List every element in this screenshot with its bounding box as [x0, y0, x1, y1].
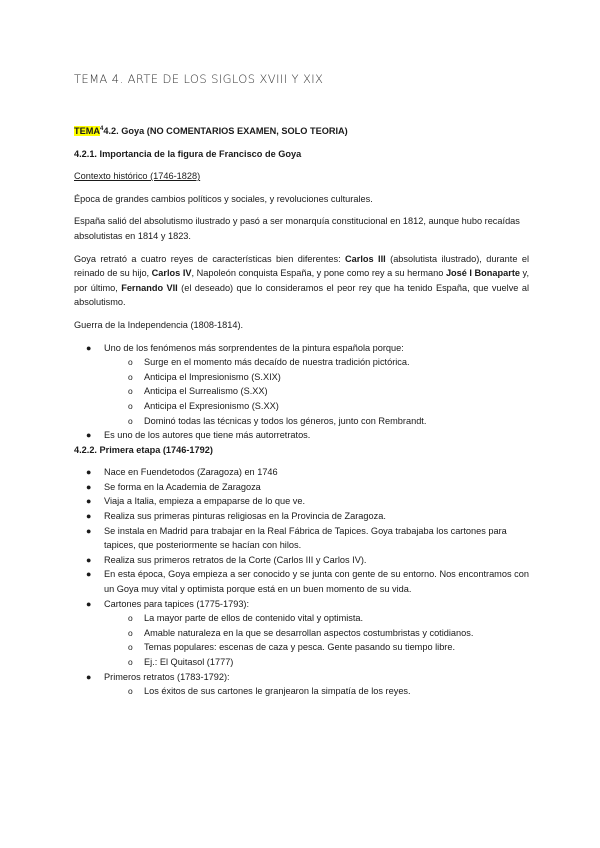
- document-body: [74, 124, 529, 699]
- list-item-text: Primeros retratos (1783-1792):: [104, 671, 230, 682]
- list-item: [74, 597, 529, 670]
- bullet-circle-icon: o: [128, 386, 133, 397]
- bullet-disc-icon: ●: [86, 430, 92, 441]
- list-item-text: Uno de los fenómenos más sorprendentes de la pintura española porque:: [104, 342, 404, 353]
- list-fenomenos: [74, 341, 529, 443]
- list-item: [74, 494, 529, 509]
- bullet-disc-icon: ●: [86, 671, 92, 682]
- list-item: [74, 384, 529, 399]
- list-item: [74, 524, 529, 553]
- page-header-title: TEMA 4. ARTE DE LOS SIGLOS XVIII Y XIX: [74, 72, 324, 86]
- list-item: [74, 509, 529, 524]
- list-primera-etapa: [74, 465, 529, 699]
- list-item: [74, 684, 529, 699]
- highlighted-tema: TEMA: [74, 126, 101, 136]
- subsection-heading-importancia: 4.2.1. Importancia de la figura de Francisco de Goya: [74, 148, 302, 159]
- list-item: [74, 655, 529, 670]
- bullet-circle-icon: o: [128, 627, 133, 638]
- list-item: [74, 611, 529, 626]
- bullet-disc-icon: ●: [86, 467, 92, 478]
- list-item: [74, 370, 529, 385]
- bullet-circle-icon: o: [128, 657, 133, 667]
- bullet-circle-icon: o: [128, 642, 133, 653]
- heading-number: 4.2. Goya: [103, 126, 145, 136]
- bullet-disc-icon: ●: [86, 511, 92, 522]
- bullet-disc-icon: ●: [86, 598, 92, 609]
- heading-number: 4.2.2. Primera etapa: [74, 444, 161, 455]
- sublist-retratos: [104, 684, 529, 699]
- bullet-circle-icon: o: [128, 613, 133, 624]
- list-item: [74, 670, 529, 699]
- list-item: [74, 553, 529, 568]
- list-item-text: Anticipa el Expresionismo (S.XX): [144, 400, 279, 411]
- king-jose-i: José I Bonaparte: [445, 268, 520, 279]
- list-item-text: Es uno de los autores que tiene más autorretratos.: [104, 430, 311, 441]
- list-item-text: En esta época, Goya empieza a ser conocido y se junta con gente de su entorno. Nos encontramos con un Goya muy vital y optimista porque está en un buen momento de su vida.: [104, 569, 529, 595]
- list-item-text: La mayor parte de ellos de contenido vital y optimista.: [144, 613, 364, 624]
- list-item: [74, 399, 529, 414]
- list-item: [74, 626, 529, 641]
- text-span: , Napoleón conquista España, y pone como rey a su hermano: [191, 268, 446, 279]
- paragraph-epoca: Época de grandes cambios políticos y sociales, y revoluciones culturales.: [74, 193, 373, 204]
- text-span: (el deseado) que lo consideramos el peor rey que ha tenido España, que vuelve al absolutismo.: [74, 282, 529, 308]
- list-item-text: Surge en el momento más decaído de nuestra tradición pictórica.: [144, 357, 410, 368]
- heading-years: (1746-1792): [160, 444, 213, 455]
- list-item-text: Viaja a Italia, empieza a empaparse de lo que ve.: [104, 496, 306, 507]
- list-item-text: Realiza sus primeros retratos de la Corte (Carlos III y Carlos IV).: [104, 554, 367, 565]
- list-item: [74, 414, 529, 429]
- bullet-circle-icon: o: [128, 415, 133, 426]
- bullet-disc-icon: ●: [86, 496, 92, 507]
- list-item-text: Se forma en la Academia de Zaragoza: [104, 481, 261, 492]
- list-item-text: Se instala en Madrid para trabajar en la Real Fábrica de Tapices. Goya trabajaba los cartones para tapices, que posteriormente se hacían con hilos.: [104, 525, 507, 551]
- bullet-circle-icon: o: [128, 371, 133, 382]
- bullet-disc-icon: ●: [86, 554, 92, 565]
- bullet-disc-icon: ●: [86, 569, 92, 580]
- list-item: [74, 480, 529, 495]
- bullet-circle-icon: o: [128, 357, 133, 368]
- bullet-disc-icon: ●: [86, 342, 92, 353]
- list-item-text: Anticipa el Impresionismo (S.XIX): [144, 371, 281, 382]
- list-item: [74, 567, 529, 596]
- text-span: Goya retrató a cuatro reyes de características bien diferentes:: [74, 253, 346, 264]
- bullet-disc-icon: ●: [86, 481, 92, 492]
- sublist-anticipa: [104, 355, 529, 428]
- sublist-cartones: [104, 611, 529, 669]
- bullet-disc-icon: ●: [86, 525, 92, 536]
- paragraph-espana: España salió del absolutismo ilustrado y pasó a ser monarquía constitucional en 1812, aunque hubo recaídas absolutistas en 1814 y 1823.: [74, 216, 520, 241]
- list-item-text: Nace en Fuendetodos (Zaragoza) en 1746: [104, 467, 278, 478]
- list-item-text: Ej.: El Quitasol (1777): [144, 657, 234, 667]
- text-span: (absolutista ilustrado), durante el reinado de su hijo,: [74, 253, 529, 279]
- list-item-text: Los éxitos de sus cartones le granjearon la simpatía de los reyes.: [144, 686, 411, 697]
- king-fernando-vii: Fernando VII: [121, 282, 178, 293]
- list-item-text: Temas populares: escenas de caza y pesca. Gente pasando su tiempo libre.: [144, 642, 456, 653]
- subsection-heading-primera-etapa: [74, 443, 529, 458]
- section-heading-goya: [74, 124, 529, 139]
- list-item: [74, 640, 529, 655]
- list-item-text: Amable naturaleza en la que se desarrollan aspectos costumbristas y cotidianos.: [144, 627, 474, 638]
- king-carlos-iv: Carlos IV: [151, 268, 192, 279]
- list-item: [74, 341, 529, 429]
- list-item: [74, 355, 529, 370]
- bullet-circle-icon: o: [128, 686, 133, 697]
- text-span: y, por último,: [74, 268, 530, 293]
- bullet-circle-icon: o: [128, 400, 133, 411]
- paragraph-reyes: [74, 252, 529, 310]
- superscript-number: 4: [100, 125, 104, 132]
- list-item: [74, 465, 529, 480]
- list-item-text: Realiza sus primeras pinturas religiosas en la Provincia de Zaragoza.: [104, 511, 386, 522]
- list-item-text: Anticipa el Surrealismo (S.XX): [144, 386, 268, 397]
- list-item-text: Cartones para tapices (1775-1793):: [104, 598, 250, 609]
- list-item-text: Dominó todas las técnicas y todos los géneros, junto con Rembrandt.: [144, 415, 427, 426]
- list-item: [74, 428, 529, 443]
- king-carlos-iii: Carlos III: [345, 253, 386, 264]
- contexto-historico-heading: Contexto histórico (1746-1828): [74, 171, 201, 182]
- paragraph-guerra: Guerra de la Independencia (1808-1814).: [74, 319, 244, 330]
- heading-note: (NO COMENTARIOS EXAMEN, SOLO TEORIA): [144, 126, 348, 136]
